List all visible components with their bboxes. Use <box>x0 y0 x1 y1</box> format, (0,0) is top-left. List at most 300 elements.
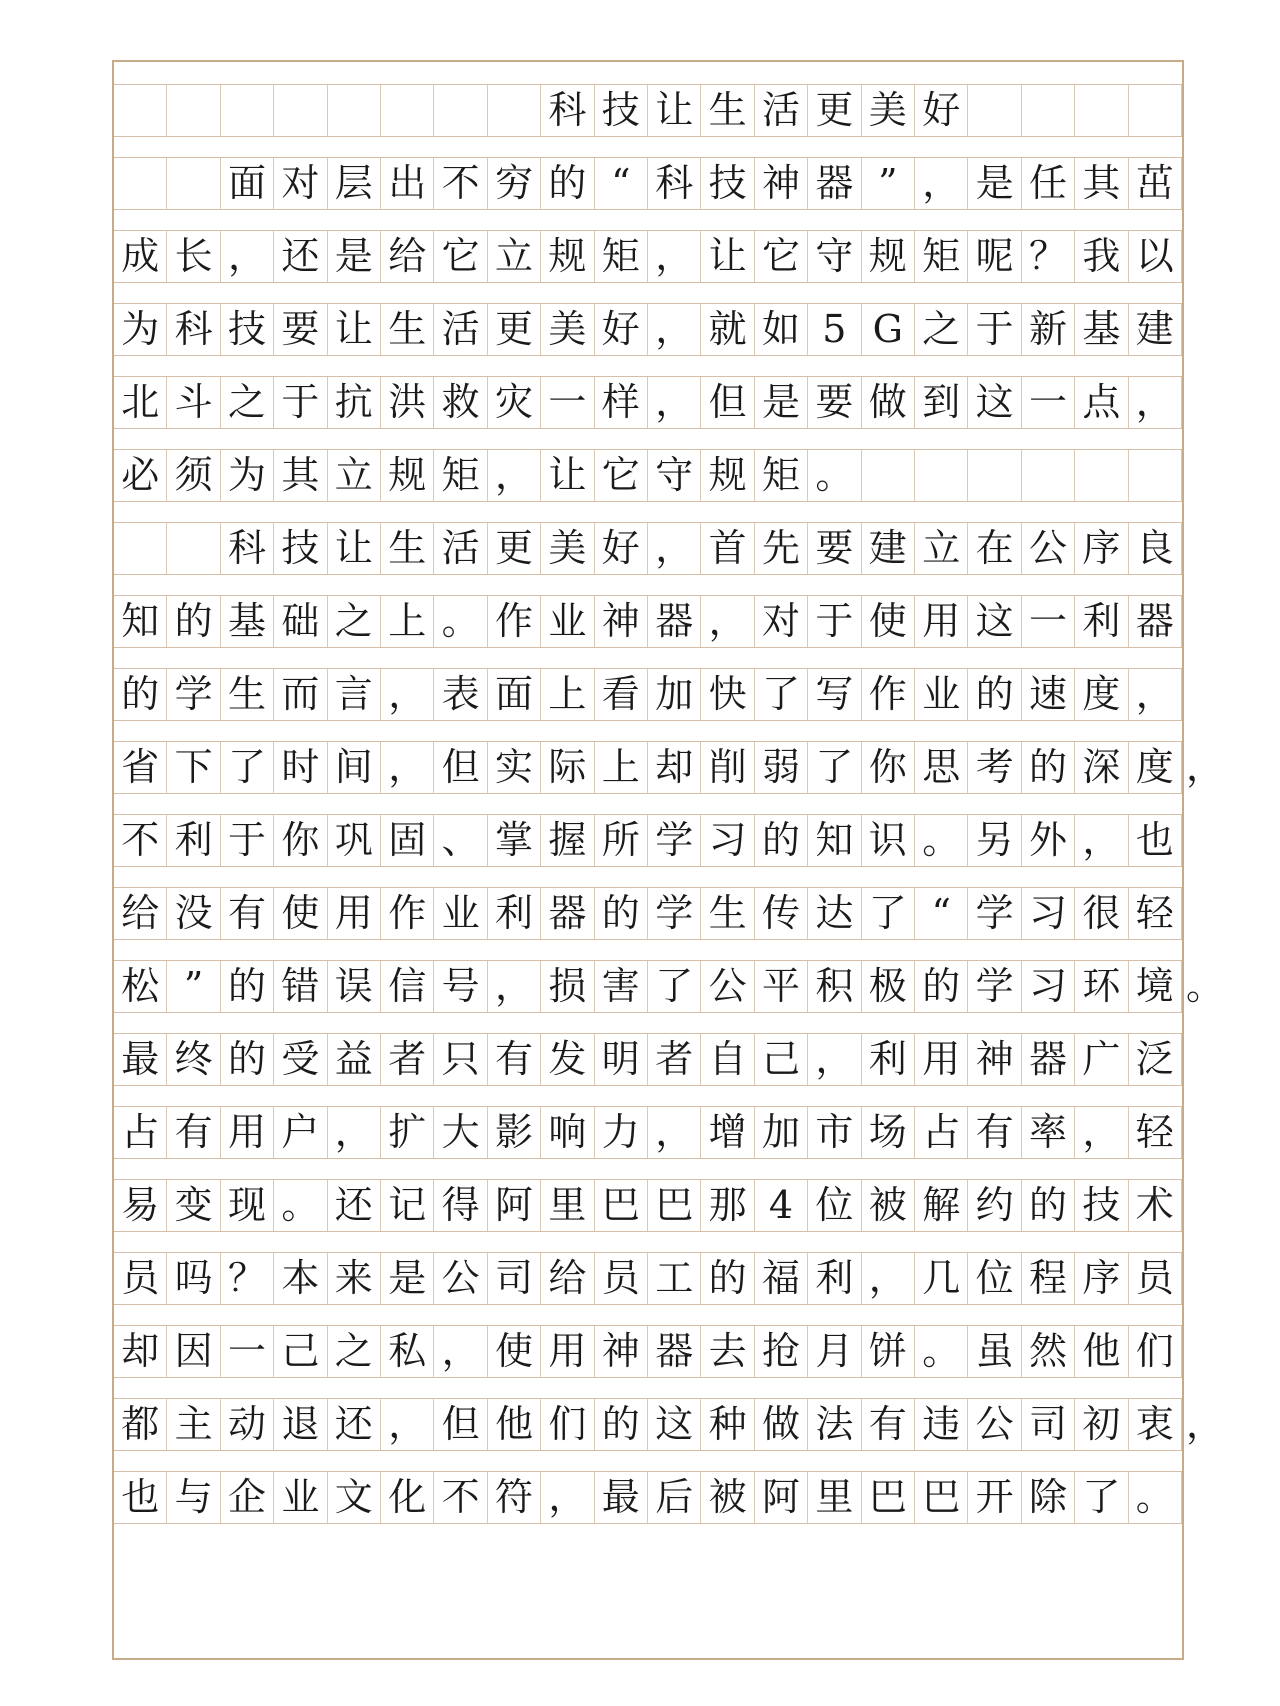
grid-character: 用 <box>541 1326 594 1377</box>
grid-character: 要 <box>274 304 327 355</box>
grid-character: 误 <box>328 961 381 1012</box>
grid-character: 变 <box>167 1180 220 1231</box>
grid-character: 去 <box>701 1326 754 1377</box>
grid-character: 思 <box>915 742 968 793</box>
grid-character: 神 <box>595 596 648 647</box>
grid-character: 间 <box>328 742 381 793</box>
grid-character: 得 <box>434 1180 487 1231</box>
grid-character: 器 <box>1129 596 1182 647</box>
grid-cell-empty <box>167 158 220 209</box>
grid-character: 发 <box>541 1034 594 1085</box>
grid-character: 错 <box>274 961 327 1012</box>
grid-character: 。 <box>434 596 487 647</box>
grid-character: 这 <box>968 377 1021 428</box>
grid-character: 立 <box>488 231 541 282</box>
grid-character: 还 <box>274 231 327 282</box>
grid-character: ， <box>648 231 701 282</box>
grid-character: 衷 <box>1129 1399 1182 1450</box>
grid-character: 让 <box>328 523 381 574</box>
grid-character: 是 <box>381 1253 434 1304</box>
grid-character: ？ <box>221 1253 274 1304</box>
grid-character: 让 <box>648 85 701 136</box>
grid-character: 违 <box>915 1399 968 1450</box>
grid-character: 须 <box>167 450 220 501</box>
grid-character: 平 <box>755 961 808 1012</box>
grid-character: 除 <box>1022 1472 1075 1523</box>
grid-character: 握 <box>541 815 594 866</box>
grid-cell-empty <box>167 85 220 136</box>
grid-character: 。 <box>808 450 861 501</box>
grid-character: 福 <box>755 1253 808 1304</box>
grid-character: 穷 <box>488 158 541 209</box>
grid-character: 被 <box>862 1180 915 1231</box>
grid-character: 工 <box>648 1253 701 1304</box>
grid-character: 建 <box>1129 304 1182 355</box>
grid-character: 境 <box>1129 961 1182 1012</box>
grid-character: 生 <box>701 888 754 939</box>
grid-character: 己 <box>274 1326 327 1377</box>
grid-character: 信 <box>381 961 434 1012</box>
grid-character: 加 <box>755 1107 808 1158</box>
grid-character: 他 <box>1075 1326 1128 1377</box>
grid-character: 作 <box>862 669 915 720</box>
grid-character: 之 <box>328 1326 381 1377</box>
grid-character: 们 <box>1129 1326 1182 1377</box>
text-line-5 <box>114 449 1182 502</box>
margin-punctuation: 。 <box>1186 964 1225 1008</box>
grid-character: 利 <box>862 1034 915 1085</box>
grid-character: 首 <box>701 523 754 574</box>
grid-character: 轻 <box>1129 1107 1182 1158</box>
grid-character: 写 <box>808 669 861 720</box>
grid-character: ， <box>648 304 701 355</box>
grid-character: 固 <box>381 815 434 866</box>
grid-character: 业 <box>434 888 487 939</box>
grid-character: ， <box>1129 669 1182 720</box>
grid-character: 利 <box>167 815 220 866</box>
grid-character: 力 <box>595 1107 648 1158</box>
grid-character: 规 <box>541 231 594 282</box>
grid-character: 给 <box>541 1253 594 1304</box>
grid-character: 月 <box>808 1326 861 1377</box>
grid-character: 掌 <box>488 815 541 866</box>
grid-character: 还 <box>328 1399 381 1450</box>
grid-character: 必 <box>114 450 167 501</box>
grid-character: 了 <box>648 961 701 1012</box>
grid-cell-empty <box>1022 85 1075 136</box>
grid-character: 但 <box>434 1399 487 1450</box>
grid-character: 利 <box>808 1253 861 1304</box>
grid-character: 让 <box>701 231 754 282</box>
grid-character: 的 <box>1022 1180 1075 1231</box>
grid-character: 、 <box>434 815 487 866</box>
grid-character: 立 <box>328 450 381 501</box>
grid-character: 神 <box>968 1034 1021 1085</box>
grid-character: 利 <box>488 888 541 939</box>
grid-character: 立 <box>915 523 968 574</box>
text-line-14 <box>114 1106 1182 1159</box>
grid-character: 符 <box>488 1472 541 1523</box>
grid-character: ， <box>808 1034 861 1085</box>
grid-character: 作 <box>381 888 434 939</box>
grid-cell-empty <box>1129 85 1182 136</box>
grid-character: 于 <box>968 304 1021 355</box>
grid-character: 几 <box>915 1253 968 1304</box>
grid-character: 的 <box>541 158 594 209</box>
grid-character: ， <box>1075 1107 1128 1158</box>
grid-character: 对 <box>274 158 327 209</box>
grid-character: 极 <box>862 961 915 1012</box>
grid-character: 到 <box>915 377 968 428</box>
grid-character: 化 <box>381 1472 434 1523</box>
grid-cell-empty <box>328 85 381 136</box>
grid-character: 传 <box>755 888 808 939</box>
grid-character: 用 <box>328 888 381 939</box>
grid-character: 一 <box>221 1326 274 1377</box>
grid-character: 加 <box>648 669 701 720</box>
grid-character: 做 <box>755 1399 808 1450</box>
grid-character: 矩 <box>755 450 808 501</box>
grid-character: 点 <box>1075 377 1128 428</box>
grid-character: 达 <box>808 888 861 939</box>
grid-character: 面 <box>221 158 274 209</box>
grid-character: 泛 <box>1129 1034 1182 1085</box>
grid-character: 的 <box>595 888 648 939</box>
grid-character: 基 <box>1075 304 1128 355</box>
grid-cell-empty <box>1129 450 1182 501</box>
grid-character: 面 <box>488 669 541 720</box>
grid-character: 使 <box>488 1326 541 1377</box>
grid-character: 后 <box>648 1472 701 1523</box>
grid-character: 了 <box>221 742 274 793</box>
grid-character: 好 <box>915 85 968 136</box>
grid-character: 学 <box>167 669 220 720</box>
writing-grid-paper <box>112 60 1225 1660</box>
grid-character: 动 <box>221 1399 274 1450</box>
grid-character: ， <box>434 1326 487 1377</box>
grid-character: 序 <box>1075 523 1128 574</box>
grid-character: 神 <box>755 158 808 209</box>
grid-character: ， <box>488 961 541 1012</box>
grid-character: 之 <box>221 377 274 428</box>
grid-character: 巴 <box>862 1472 915 1523</box>
grid-character: 有 <box>221 888 274 939</box>
grid-character: 响 <box>541 1107 594 1158</box>
grid-character: 度 <box>1075 669 1128 720</box>
grid-character: 4 <box>755 1180 808 1231</box>
grid-character: 公 <box>701 961 754 1012</box>
grid-character: 企 <box>221 1472 274 1523</box>
grid-character: ， <box>1129 377 1182 428</box>
grid-character: 的 <box>915 961 968 1012</box>
text-line-8 <box>114 668 1182 721</box>
grid-character: 有 <box>167 1107 220 1158</box>
grid-character: 也 <box>114 1472 167 1523</box>
grid-character: 。 <box>915 815 968 866</box>
grid-character: ， <box>648 523 701 574</box>
grid-character: 业 <box>541 596 594 647</box>
grid-cell-empty <box>968 450 1021 501</box>
grid-character: 而 <box>274 669 327 720</box>
grid-character: “ <box>595 158 648 209</box>
grid-cell-empty <box>114 158 167 209</box>
grid-cell-empty <box>274 85 327 136</box>
grid-character: 程 <box>1022 1253 1075 1304</box>
grid-character: 茁 <box>1129 158 1182 209</box>
grid-character: 器 <box>1022 1034 1075 1085</box>
grid-character: 所 <box>595 815 648 866</box>
grid-character: 司 <box>1022 1399 1075 1450</box>
grid-character: 础 <box>274 596 327 647</box>
grid-character: 易 <box>114 1180 167 1231</box>
grid-character: 私 <box>381 1326 434 1377</box>
grid-character: 美 <box>862 85 915 136</box>
grid-character: 一 <box>541 377 594 428</box>
grid-character: 器 <box>648 596 701 647</box>
grid-character: 好 <box>595 304 648 355</box>
grid-character: 广 <box>1075 1034 1128 1085</box>
grid-character: 基 <box>221 596 274 647</box>
grid-cell-empty <box>221 85 274 136</box>
grid-character: 规 <box>862 231 915 282</box>
grid-character: 在 <box>968 523 1021 574</box>
grid-character: 科 <box>541 85 594 136</box>
grid-character: 那 <box>701 1180 754 1231</box>
grid-character: “ <box>915 888 968 939</box>
grid-character: 活 <box>434 304 487 355</box>
grid-character: 积 <box>808 961 861 1012</box>
grid-character: 被 <box>701 1472 754 1523</box>
grid-character: 公 <box>1022 523 1075 574</box>
grid-character: 美 <box>541 523 594 574</box>
grid-character: 用 <box>915 596 968 647</box>
grid-character: 的 <box>221 961 274 1012</box>
grid-character: 深 <box>1075 742 1128 793</box>
grid-character: 这 <box>968 596 1021 647</box>
grid-character: 学 <box>968 888 1021 939</box>
grid-character: 是 <box>968 158 1021 209</box>
grid-character: 成 <box>114 231 167 282</box>
grid-character: 知 <box>808 815 861 866</box>
grid-character: 使 <box>274 888 327 939</box>
grid-character: 我 <box>1075 231 1128 282</box>
grid-cell-empty <box>862 450 915 501</box>
grid-character: 识 <box>862 815 915 866</box>
grid-character: 活 <box>434 523 487 574</box>
grid-character: 于 <box>808 596 861 647</box>
grid-character: 者 <box>648 1034 701 1085</box>
grid-character: 生 <box>701 85 754 136</box>
text-line-4 <box>114 376 1182 429</box>
grid-character: 损 <box>541 961 594 1012</box>
grid-character: 明 <box>595 1034 648 1085</box>
text-line-15 <box>114 1179 1182 1232</box>
grid-character: 约 <box>968 1180 1021 1231</box>
grid-character: 知 <box>114 596 167 647</box>
grid-character: 终 <box>167 1034 220 1085</box>
grid-character: 的 <box>221 1034 274 1085</box>
grid-character: 建 <box>862 523 915 574</box>
grid-character: 员 <box>1129 1253 1182 1304</box>
grid-character: 本 <box>274 1253 327 1304</box>
grid-character: 给 <box>381 231 434 282</box>
grid-character: 利 <box>1075 596 1128 647</box>
grid-character: 北 <box>114 377 167 428</box>
grid-character: ， <box>648 377 701 428</box>
grid-character: 也 <box>1129 815 1182 866</box>
grid-character: 要 <box>808 523 861 574</box>
margin-punctuation: ， <box>1186 745 1225 789</box>
grid-character: 灾 <box>488 377 541 428</box>
grid-character: 己 <box>755 1034 808 1085</box>
grid-character: 里 <box>541 1180 594 1231</box>
grid-character: 术 <box>1129 1180 1182 1231</box>
grid-character: 司 <box>488 1253 541 1304</box>
grid-character: 器 <box>808 158 861 209</box>
grid-character: 。 <box>915 1326 968 1377</box>
grid-character: 让 <box>328 304 381 355</box>
grid-character: ， <box>541 1472 594 1523</box>
grid-character: 考 <box>968 742 1021 793</box>
grid-character: 业 <box>274 1472 327 1523</box>
grid-cell-empty <box>1075 85 1128 136</box>
grid-character: 斗 <box>167 377 220 428</box>
grid-character: 解 <box>915 1180 968 1231</box>
grid-character: 学 <box>968 961 1021 1012</box>
grid-character: 上 <box>595 742 648 793</box>
grid-character: 上 <box>541 669 594 720</box>
grid-character: 看 <box>595 669 648 720</box>
grid-character: 就 <box>701 304 754 355</box>
grid-character: 好 <box>595 523 648 574</box>
grid-character: 占 <box>915 1107 968 1158</box>
grid-character: 却 <box>648 742 701 793</box>
text-line-17 <box>114 1325 1182 1378</box>
grid-character: ， <box>221 231 274 282</box>
grid-character: 只 <box>434 1034 487 1085</box>
grid-character: 的 <box>167 596 220 647</box>
grid-character: 新 <box>1022 304 1075 355</box>
grid-character: ， <box>915 158 968 209</box>
grid-character: 作 <box>488 596 541 647</box>
grid-character: 占 <box>114 1107 167 1158</box>
grid-character: 技 <box>274 523 327 574</box>
grid-character: 有 <box>488 1034 541 1085</box>
grid-character: 因 <box>167 1326 220 1377</box>
grid-character: 影 <box>488 1107 541 1158</box>
grid-character: 你 <box>274 815 327 866</box>
grid-character: 序 <box>1075 1253 1128 1304</box>
grid-character: 现 <box>221 1180 274 1231</box>
grid-character: 但 <box>434 742 487 793</box>
grid-character: 言 <box>328 669 381 720</box>
text-line-9 <box>114 741 1225 794</box>
grid-character: 如 <box>755 304 808 355</box>
grid-cell-empty <box>1075 450 1128 501</box>
grid-character: 做 <box>862 377 915 428</box>
grid-character: ， <box>701 596 754 647</box>
grid-character: 矩 <box>595 231 648 282</box>
grid-character: 实 <box>488 742 541 793</box>
grid-character: 的 <box>1022 742 1075 793</box>
text-line-18 <box>114 1398 1225 1451</box>
grid-character: 其 <box>274 450 327 501</box>
grid-character: 还 <box>328 1180 381 1231</box>
grid-character: 学 <box>648 815 701 866</box>
text-line-10 <box>114 814 1182 867</box>
grid-character: 开 <box>968 1472 1021 1523</box>
grid-character: 让 <box>541 450 594 501</box>
grid-character: ， <box>648 1107 701 1158</box>
grid-character: 害 <box>595 961 648 1012</box>
grid-character: 号 <box>434 961 487 1012</box>
grid-character: 初 <box>1075 1399 1128 1450</box>
grid-character: 员 <box>595 1253 648 1304</box>
grid-cell-empty <box>167 523 220 574</box>
grid-character: 一 <box>1022 377 1075 428</box>
grid-character: 层 <box>328 158 381 209</box>
grid-character: 你 <box>862 742 915 793</box>
grid-character: 巴 <box>648 1180 701 1231</box>
grid-character: 不 <box>114 815 167 866</box>
grid-character: 习 <box>1022 888 1075 939</box>
grid-character: 最 <box>114 1034 167 1085</box>
grid-character: 对 <box>755 596 808 647</box>
grid-character: 生 <box>221 669 274 720</box>
grid-character: 业 <box>915 669 968 720</box>
grid-cell-empty <box>968 85 1021 136</box>
grid-character: 用 <box>221 1107 274 1158</box>
grid-character: 轻 <box>1129 888 1182 939</box>
grid-cell-empty <box>488 85 541 136</box>
grid-character: ， <box>862 1253 915 1304</box>
text-line-19 <box>114 1471 1182 1524</box>
grid-character: 虽 <box>968 1326 1021 1377</box>
grid-character: 位 <box>968 1253 1021 1304</box>
grid-character: 了 <box>808 742 861 793</box>
text-line-13 <box>114 1033 1182 1086</box>
grid-character: 表 <box>434 669 487 720</box>
grid-character: 活 <box>755 85 808 136</box>
grid-character: ， <box>488 450 541 501</box>
grid-character: ” <box>167 961 220 1012</box>
grid-character: 户 <box>274 1107 327 1158</box>
grid-character: 省 <box>114 742 167 793</box>
grid-character: 于 <box>221 815 274 866</box>
text-line-16 <box>114 1252 1182 1305</box>
grid-character: 的 <box>968 669 1021 720</box>
grid-character: 洪 <box>381 377 434 428</box>
grid-character: 自 <box>701 1034 754 1085</box>
grid-character: 这 <box>648 1399 701 1450</box>
text-line-2 <box>114 230 1182 283</box>
text-line-7 <box>114 595 1182 648</box>
grid-character: 却 <box>114 1326 167 1377</box>
grid-character: 生 <box>381 304 434 355</box>
grid-character: 公 <box>968 1399 1021 1450</box>
grid-character: 者 <box>381 1034 434 1085</box>
grid-character: 守 <box>808 231 861 282</box>
grid-cell-empty <box>915 450 968 501</box>
text-line-3 <box>114 303 1182 356</box>
grid-character: 。 <box>274 1180 327 1231</box>
grid-character: 是 <box>755 377 808 428</box>
grid-character: 阿 <box>755 1472 808 1523</box>
grid-character: 主 <box>167 1399 220 1450</box>
grid-character: 科 <box>221 523 274 574</box>
grid-character: 与 <box>167 1472 220 1523</box>
grid-cell-empty <box>114 85 167 136</box>
